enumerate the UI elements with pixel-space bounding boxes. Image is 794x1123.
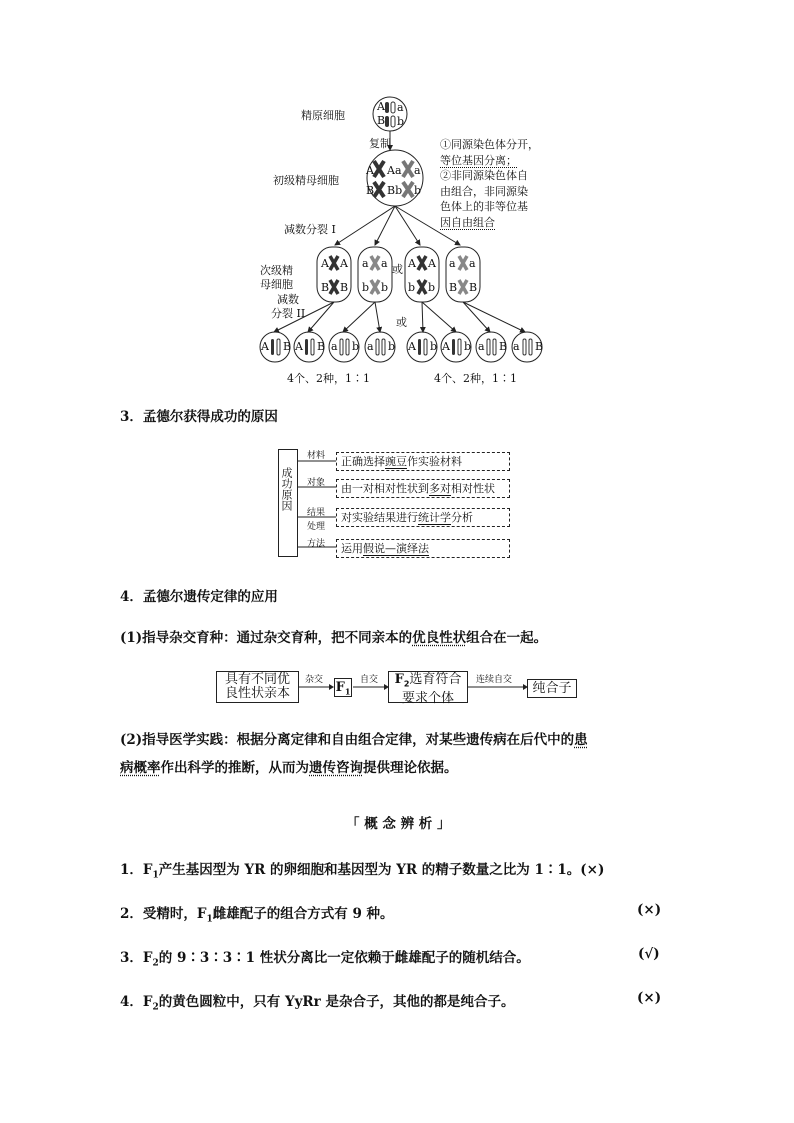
flow-box-f1: $F_1$	[335, 680, 351, 697]
flow-box-homozygote: 纯合子	[527, 679, 577, 698]
row-tag: 方法	[307, 539, 326, 549]
core-label: 成功原因	[280, 467, 293, 511]
label-result-right: 4个、2种，1∶1	[434, 372, 517, 385]
paragraph-medical: (2)指导医学实践：根据分离定律和自由组合定律，对某些遗传病在后代中的患 病概率作出科学的推断，从而为遗传咨询提供理论依据。	[120, 732, 588, 776]
label-or: 或	[396, 316, 407, 329]
allele-label: A	[428, 257, 436, 270]
note-line: 色体上的非等位基	[440, 200, 528, 213]
concept-item: 1．$F_1$产生基因型为 YR 的卵细胞和基因型为 YR 的精子数量之比为 1∶1。(×)	[120, 862, 605, 881]
label-or: 或	[392, 263, 403, 276]
note-line: 因自由组合	[440, 215, 495, 229]
allele-label: Aa	[387, 164, 402, 177]
allele-label: b	[362, 281, 370, 294]
allele-label: b	[388, 340, 396, 353]
row-tag: 处理	[307, 522, 326, 532]
allele-label: a	[331, 340, 338, 353]
allele-label: a	[469, 257, 476, 270]
allele-label: a	[449, 257, 456, 270]
row-tag: 结果	[307, 508, 326, 518]
label-meiosis-1: 减数分裂 I	[284, 223, 336, 236]
flow-arrow-label: 杂交	[305, 675, 324, 685]
label-secondary-2: 母细胞	[260, 278, 293, 291]
flow-arrow-label: 自交	[360, 675, 379, 685]
allele-label: A	[295, 340, 303, 353]
allele-label: b	[428, 281, 436, 294]
allele-label: B	[283, 340, 292, 353]
concept-mark: (×)	[637, 990, 662, 1006]
allele-label: b	[352, 340, 360, 353]
label-meiosis-2a: 减数	[277, 293, 299, 306]
allele-label: B	[317, 340, 326, 353]
section-3-heading: 3．孟德尔获得成功的原因	[120, 409, 278, 425]
reason-box: 运用假说—演绎法	[336, 539, 510, 558]
section-4-heading: 4．孟德尔遗传定律的应用	[120, 589, 278, 605]
allele-label: a	[513, 340, 520, 353]
allele-label: B	[499, 340, 508, 353]
row-tag: 材料	[307, 451, 326, 461]
flow-arrows	[298, 680, 530, 692]
allele-label: B	[366, 184, 375, 197]
concept-title: 「 概 念 辨 析 」	[346, 816, 451, 832]
allele-label: b	[408, 281, 416, 294]
allele-label: B	[469, 281, 478, 294]
flow-box-parents: 具有不同优 良性状亲本	[216, 671, 299, 703]
allele-label: b	[430, 340, 438, 353]
allele-label: B	[377, 114, 386, 127]
concept-mark: (×)	[637, 902, 662, 918]
flow-arrow-label: 连续自交	[476, 675, 513, 685]
allele-label: A	[408, 340, 416, 353]
paragraph-breeding: (1)指导杂交育种：通过杂交育种，把不同亲本的优良性状组合在一起。	[120, 630, 548, 646]
allele-label: B	[535, 340, 544, 353]
allele-label: A	[442, 340, 450, 353]
note-line: 等位基因分离；	[440, 153, 517, 167]
allele-label: A	[321, 257, 329, 270]
concept-item: 2．受精时，$F_1$雌雄配子的组合方式有 9 种。	[120, 906, 394, 925]
concept-mark: (√)	[638, 946, 660, 962]
allele-label: B	[449, 281, 458, 294]
allele-label: a	[362, 257, 369, 270]
allele-label: A	[408, 257, 416, 270]
allele-label: a	[367, 340, 374, 353]
allele-label: b	[414, 184, 422, 197]
label-spermatogonium: 精原细胞	[301, 109, 345, 122]
label-meiosis-2b: 分裂 II	[271, 307, 306, 320]
allele-label: A	[340, 257, 348, 270]
flow-box-f2: $F_2$选育符合 要求个体	[388, 671, 468, 703]
allele-label: b	[381, 281, 389, 294]
allele-label: a	[414, 164, 421, 177]
allele-label: A	[261, 340, 269, 353]
reason-box: 对实验结果进行统计学分析	[336, 508, 510, 527]
allele-label: a	[478, 340, 485, 353]
allele-label: A	[366, 164, 374, 177]
note-line: 由组合，非同源染	[440, 184, 528, 198]
allele-label: a	[397, 101, 404, 114]
label-result-left: 4个、2种，1∶1	[287, 372, 370, 385]
label-replication: 复制	[369, 137, 391, 150]
label-primary-spermatocyte: 初级精母细胞	[273, 174, 339, 187]
allele-label: Bb	[387, 184, 403, 197]
allele-label: A	[377, 100, 385, 113]
allele-label: a	[381, 257, 388, 270]
note-line: ②非同源染色体自	[440, 169, 528, 182]
concept-item: 4．$F_2$的黄色圆粒中，只有 YyRr 是杂合子，其他的都是纯合子。	[120, 994, 515, 1013]
allele-label: B	[340, 281, 349, 294]
allele-label: b	[397, 115, 405, 128]
meiosis-notes	[440, 137, 550, 230]
reason-box: 由一对相对性状到多对相对性状	[336, 479, 510, 498]
reason-box: 正确选择豌豆作实验材料	[336, 452, 510, 471]
allele-label: b	[464, 340, 472, 353]
allele-label: B	[321, 281, 330, 294]
label-secondary-1: 次级精	[260, 264, 293, 277]
note-line: ①同源染色体分开，	[440, 138, 539, 151]
concept-item: 3．$F_2$的 9∶3∶3∶1 性状分离比一定依赖于雌雄配子的随机结合。	[120, 950, 530, 969]
row-tag: 对象	[307, 478, 326, 488]
